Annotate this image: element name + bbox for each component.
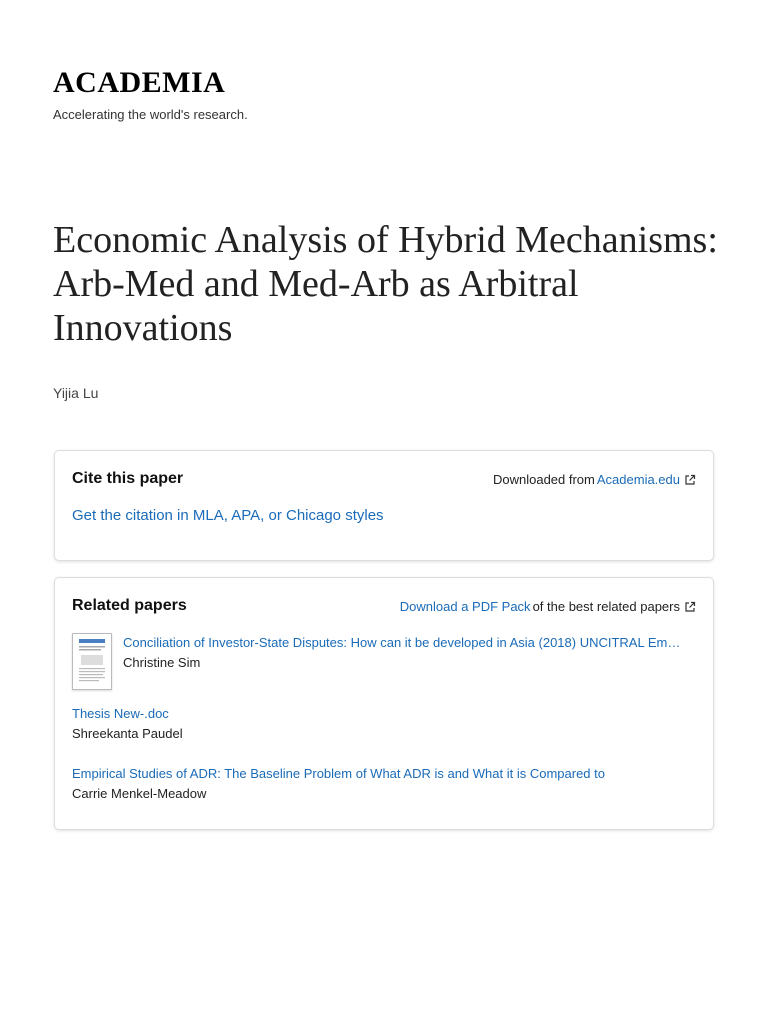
downloaded-prefix: Downloaded from [492, 472, 595, 487]
external-link-icon[interactable] [684, 601, 696, 613]
pack-suffix: of the best related papers [532, 599, 680, 614]
pdf-pack-link[interactable]: Download a PDF Pack [399, 599, 531, 614]
related-paper-link[interactable]: Empirical Studies of ADR: The Baseline Problem of What ADR is and What it is Compared to [72, 766, 605, 781]
tagline: Accelerating the world's research. [53, 107, 248, 122]
cite-heading: Cite this paper [72, 470, 184, 487]
related-paper-author: Shreekanta Paudel [72, 726, 183, 741]
academia-logo[interactable]: ACADEMIA [53, 66, 226, 99]
related-papers-card [54, 577, 714, 830]
document-thumbnail-icon[interactable] [72, 633, 112, 690]
downloaded-from [493, 472, 696, 487]
academia-link[interactable]: Academia.edu [596, 472, 680, 487]
paper-title: Economic Analysis of Hybrid Mechanisms: Arb-Med and Med-Arb as Arbitral Innovations [53, 219, 718, 349]
external-link-icon[interactable] [684, 474, 696, 486]
related-paper-author: Christine Sim [123, 655, 201, 670]
list-item [72, 766, 697, 801]
related-paper-author: Carrie Menkel-Meadow [72, 786, 207, 801]
related-heading: Related papers [72, 597, 187, 614]
related-paper-link[interactable]: Conciliation of Investor-State Disputes: How can it be developed in Asia (2018) UNCITRAL Em… [123, 635, 681, 650]
pdf-pack-note [400, 599, 696, 614]
cite-card [54, 450, 714, 561]
list-item [123, 635, 693, 670]
paper-author: Yijia Lu [53, 385, 99, 401]
related-paper-link[interactable]: Thesis New-.doc [72, 706, 169, 721]
list-item [72, 706, 697, 741]
citation-styles-link[interactable]: Get the citation in MLA, APA, or Chicago styles [72, 507, 384, 524]
